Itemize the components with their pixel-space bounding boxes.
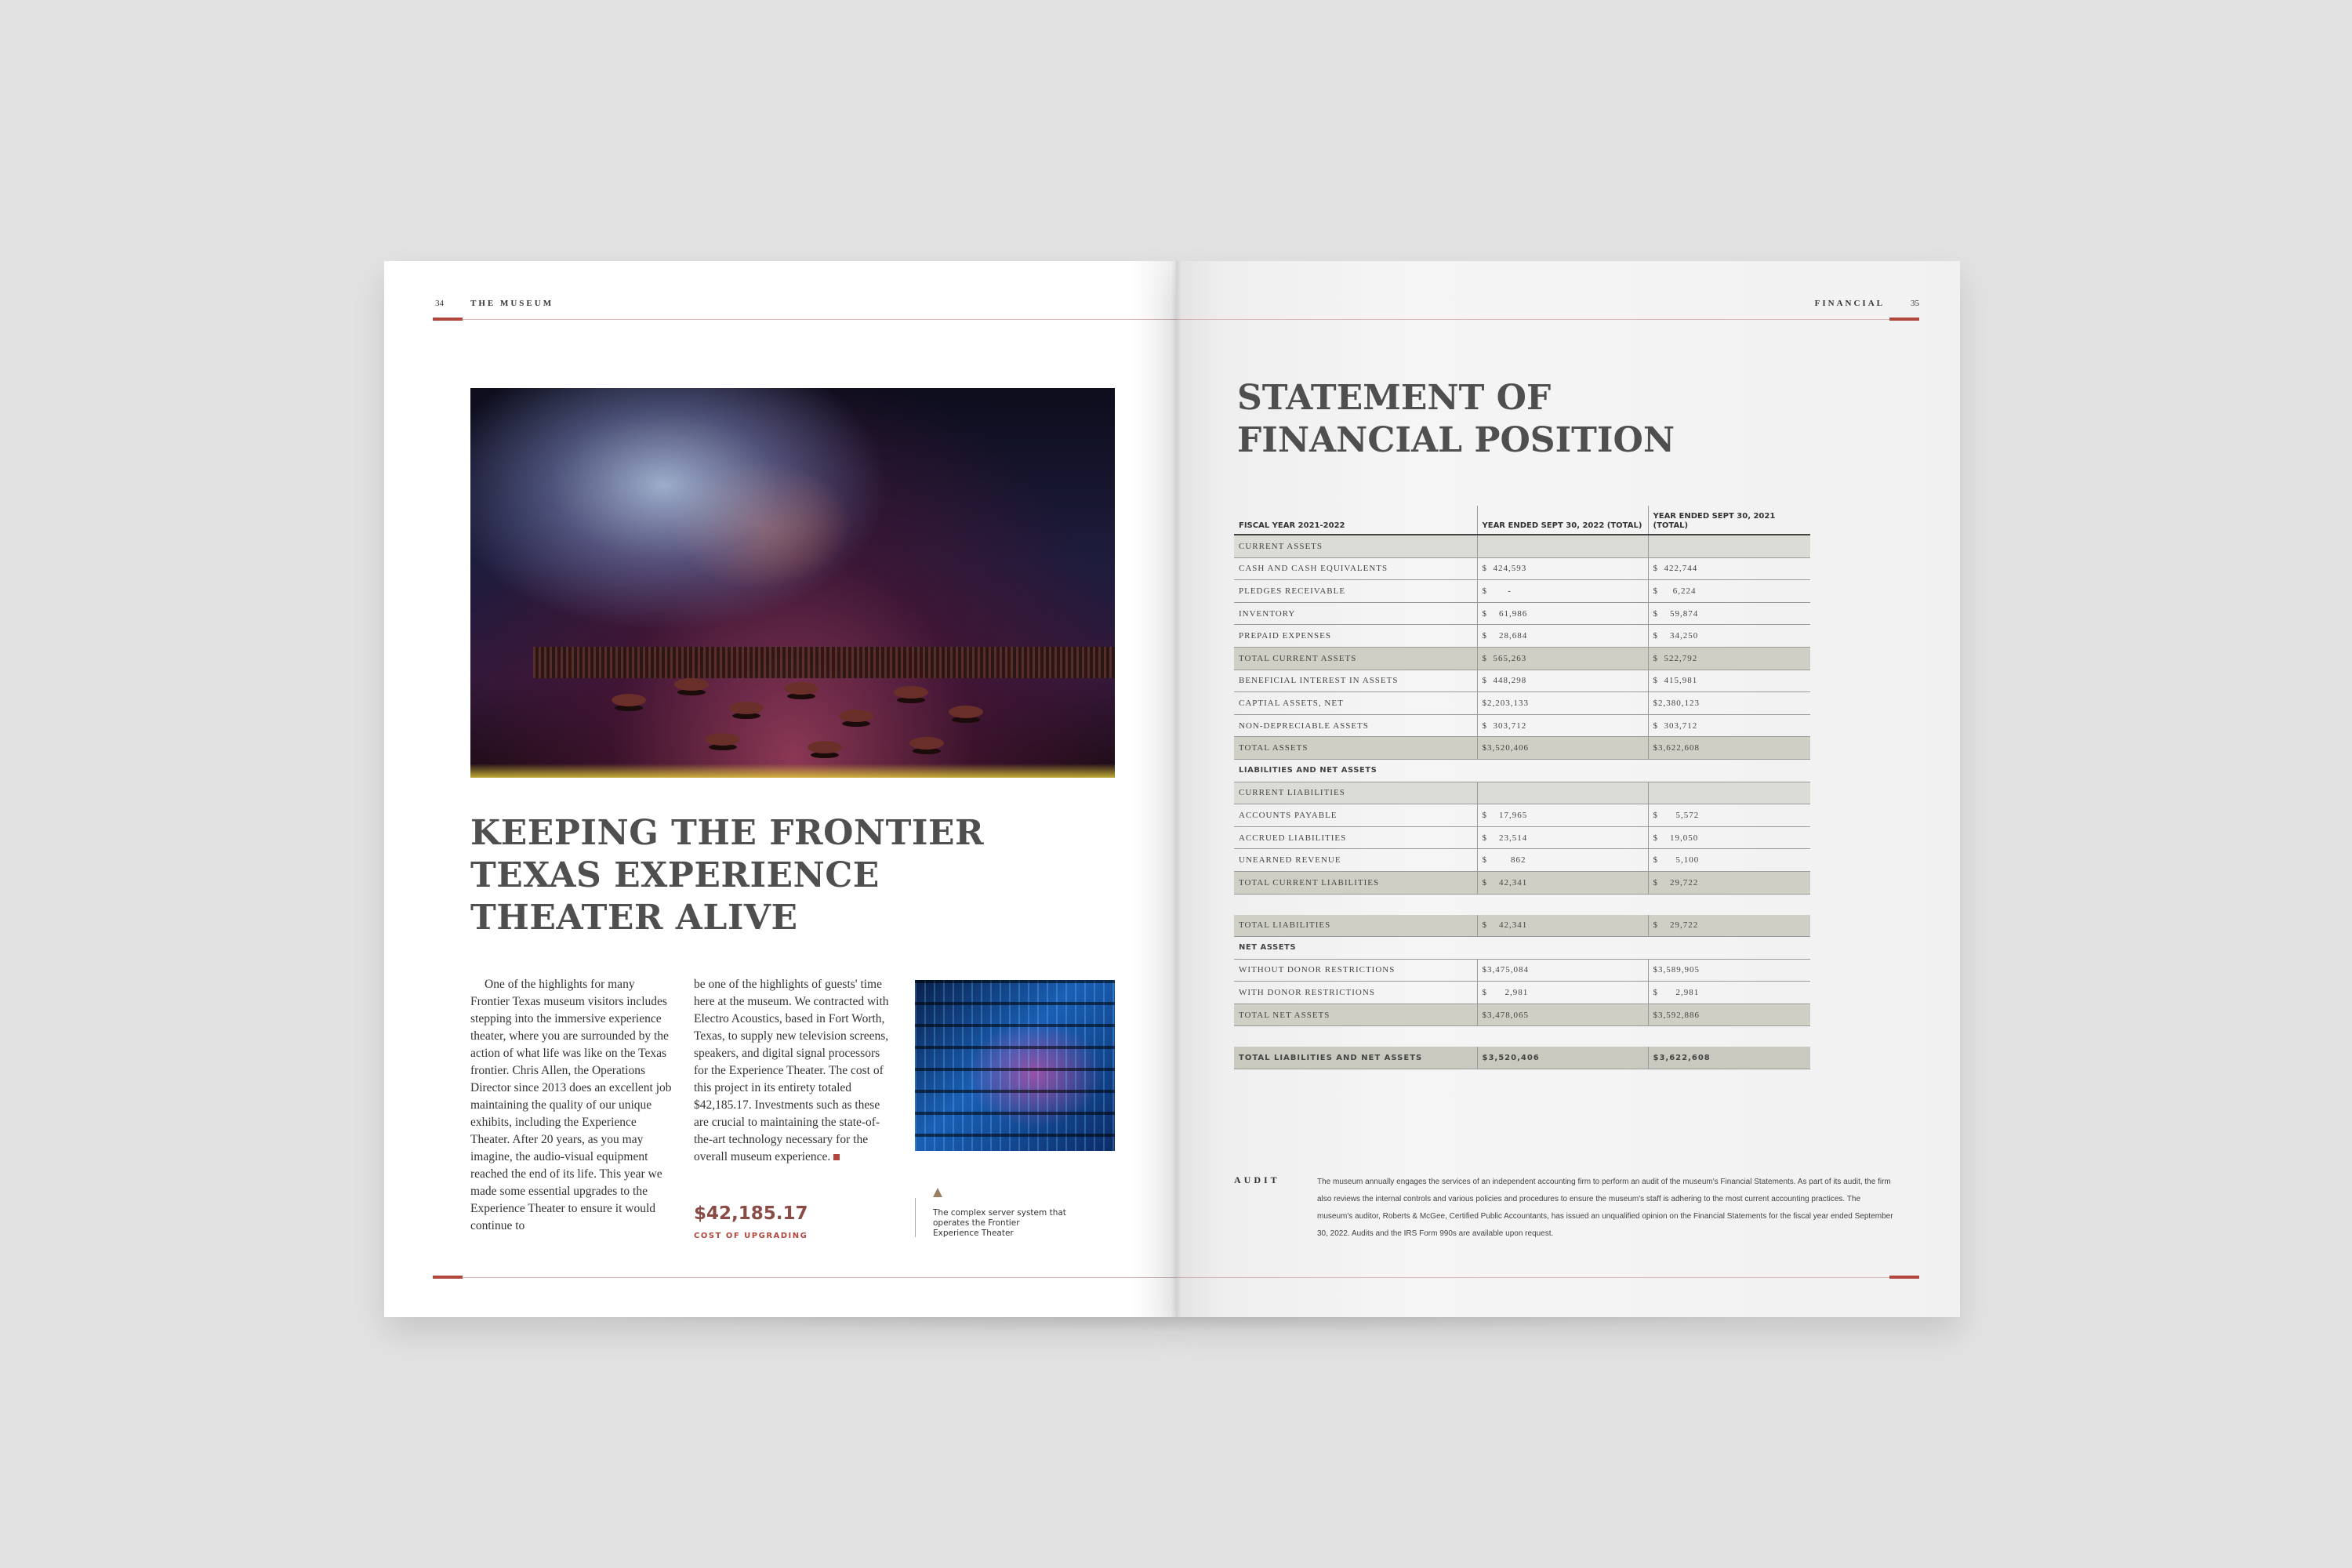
row-label: PREPAID EXPENSES: [1234, 625, 1477, 648]
table-row: [1234, 692, 1810, 715]
table-row: [1234, 894, 1810, 915]
audit-text: The museum annually engages the services of an independent accounting firm to perform an audit of the museum's Financial Statements. As part of its audit, the firm also reviews the internal controls and various policies and procedures to ensure the museum's staff is adhering to the most current accounting practices. The museum's auditor, Roberts & McGee, Certified Public Accountants, has issued an unqualified opinion on the Financial Statements for the fiscal year ended September 30, 2022. Audits and the IRS Form 990s are available upon request.: [1317, 1178, 1893, 1238]
row-label: [1234, 1026, 1477, 1047]
value-2021: $ 29,722: [1648, 871, 1810, 894]
value-2022: $ 862: [1477, 849, 1648, 872]
value-2022: $ -: [1477, 580, 1648, 603]
value-2021: [1648, 782, 1810, 804]
value-2022: $ 42,341: [1477, 871, 1648, 894]
value-2021: $3,622,608: [1648, 737, 1810, 760]
table-row: [1234, 937, 1810, 960]
table-row: [1234, 1026, 1810, 1047]
row-label: TOTAL ASSETS: [1234, 737, 1477, 760]
table-row: [1234, 625, 1810, 648]
value-2021: [1648, 535, 1810, 557]
header-rule: [433, 319, 1176, 320]
server-rack-photo: [915, 980, 1115, 1151]
table-row: [1234, 982, 1810, 1004]
value-2022: $ 42,341: [1477, 915, 1648, 937]
value-2022: [1477, 535, 1648, 557]
value-2022: $ 28,684: [1477, 625, 1648, 648]
footer-rule: [1176, 1277, 1919, 1278]
value-2021: $ 422,744: [1648, 557, 1810, 580]
row-label: WITHOUT DONOR RESTRICTIONS: [1234, 959, 1477, 982]
table-row: [1234, 782, 1810, 804]
value-2022: $3,478,065: [1477, 1004, 1648, 1026]
value-2021: $3,592,886: [1648, 1004, 1810, 1026]
col-header-2022: YEAR ENDED SEPT 30, 2022 (TOTAL): [1477, 506, 1648, 535]
value-2021: $ 522,792: [1648, 647, 1810, 670]
right-page: [1176, 261, 1960, 1317]
financial-position-table: [1234, 506, 1810, 1069]
table-row: [1234, 959, 1810, 982]
row-label: TOTAL CURRENT ASSETS: [1234, 647, 1477, 670]
value-2021: $ 6,224: [1648, 580, 1810, 603]
value-2021: $ 29,722: [1648, 915, 1810, 937]
table-header-row: [1234, 506, 1810, 535]
left-page-number: 34: [435, 299, 444, 308]
value-2022: $ 565,263: [1477, 647, 1648, 670]
row-label: UNEARNED REVENUE: [1234, 849, 1477, 872]
row-label: NET ASSETS: [1234, 937, 1477, 960]
photo-fence: [533, 647, 1115, 678]
row-label: TOTAL LIABILITIES: [1234, 915, 1477, 937]
table-row: [1234, 759, 1810, 782]
left-page: [384, 261, 1176, 1317]
value-2022: $ 2,981: [1477, 982, 1648, 1004]
experience-theater-photo: [470, 388, 1115, 778]
value-2022: $2,203,133: [1477, 692, 1648, 715]
row-label: WITH DONOR RESTRICTIONS: [1234, 982, 1477, 1004]
table-row: [1234, 557, 1810, 580]
value-2022: $ 61,986: [1477, 602, 1648, 625]
value-2022: $ 303,712: [1477, 714, 1648, 737]
value-2021: [1648, 759, 1810, 782]
row-label: CASH AND CASH EQUIVALENTS: [1234, 557, 1477, 580]
value-2021: $ 303,712: [1648, 714, 1810, 737]
cost-stat-label: COST OF UPGRADING: [694, 1232, 808, 1240]
value-2021: $3,622,608: [1648, 1047, 1810, 1069]
value-2022: [1477, 1026, 1648, 1047]
table-row: [1234, 826, 1810, 849]
table-row: [1234, 849, 1810, 872]
row-label: LIABILITIES AND NET ASSETS: [1234, 759, 1477, 782]
row-label: NON-DEPRECIABLE ASSETS: [1234, 714, 1477, 737]
caption-rule: [915, 1198, 916, 1237]
footer-accent: [1889, 1276, 1919, 1279]
value-2022: $3,520,406: [1477, 737, 1648, 760]
article-column-2: be one of the highlights of guests' time here at the museum. We contracted with Electro Acoustics, based in Fort Worth, Texas, to supply new television screens, speakers, and digital signal processors for the Experience Theater. The cost of this project in its entirety totaled $42,185.17. Investments such as these are crucial to maintaining the state-of-the-art technology necessary for the overall museum experience.: [694, 978, 889, 1163]
row-label: BENEFICIAL INTEREST IN ASSETS: [1234, 670, 1477, 692]
right-section-header: FINANCIAL: [1814, 299, 1885, 308]
right-page-number: 35: [1911, 299, 1919, 308]
value-2022: $3,520,406: [1477, 1047, 1648, 1069]
header-rule: [1176, 319, 1919, 320]
row-label: ACCOUNTS PAYABLE: [1234, 804, 1477, 827]
footer-accent: [433, 1276, 463, 1279]
row-label: TOTAL CURRENT LIABILITIES: [1234, 871, 1477, 894]
value-2022: $3,475,084: [1477, 959, 1648, 982]
table-row: [1234, 647, 1810, 670]
end-mark-icon: [833, 1154, 840, 1160]
value-2021: $ 2,981: [1648, 982, 1810, 1004]
value-2022: [1477, 937, 1648, 960]
value-2021: [1648, 894, 1810, 915]
value-2021: [1648, 1026, 1810, 1047]
col-header-2021: YEAR ENDED SEPT 30, 2021 (TOTAL): [1648, 506, 1810, 535]
table-row: [1234, 804, 1810, 827]
value-2021: $3,589,905: [1648, 959, 1810, 982]
table-row: [1234, 737, 1810, 760]
row-label: CURRENT ASSETS: [1234, 535, 1477, 557]
value-2021: $ 5,100: [1648, 849, 1810, 872]
left-section-header: THE MUSEUM: [470, 299, 554, 308]
row-label: PLEDGES RECEIVABLE: [1234, 580, 1477, 603]
value-2022: $ 448,298: [1477, 670, 1648, 692]
photo-caption: The complex server system that operates the Frontier Experience Theater: [933, 1208, 1066, 1238]
value-2021: $2,380,123: [1648, 692, 1810, 715]
value-2022: $ 424,593: [1477, 557, 1648, 580]
header-accent: [1889, 318, 1919, 321]
row-label: CAPTIAL ASSETS, NET: [1234, 692, 1477, 715]
value-2021: $ 415,981: [1648, 670, 1810, 692]
row-label: INVENTORY: [1234, 602, 1477, 625]
row-label: ACCRUED LIABILITIES: [1234, 826, 1477, 849]
value-2022: [1477, 759, 1648, 782]
value-2022: [1477, 894, 1648, 915]
header-accent: [433, 318, 463, 321]
row-label: [1234, 894, 1477, 915]
table-row: [1234, 670, 1810, 692]
value-2021: $ 34,250: [1648, 625, 1810, 648]
row-label: CURRENT LIABILITIES: [1234, 782, 1477, 804]
value-2021: $ 59,874: [1648, 602, 1810, 625]
table-row: [1234, 1004, 1810, 1026]
cost-stat-value: $42,185.17: [694, 1203, 808, 1224]
audit-heading: AUDIT: [1234, 1174, 1280, 1185]
footer-rule: [433, 1277, 1176, 1278]
value-2021: [1648, 937, 1810, 960]
row-label: TOTAL LIABILITIES AND NET ASSETS: [1234, 1047, 1477, 1069]
row-label: TOTAL NET ASSETS: [1234, 1004, 1477, 1026]
table-row: [1234, 602, 1810, 625]
article-headline: KEEPING THE FRONTIER TEXAS EXPERIENCE THEATER ALIVE: [470, 813, 985, 938]
table-row: [1234, 1047, 1810, 1069]
table-row: [1234, 580, 1810, 603]
table-row: [1234, 714, 1810, 737]
value-2022: $ 17,965: [1477, 804, 1648, 827]
value-2022: $ 23,514: [1477, 826, 1648, 849]
table-row: [1234, 915, 1810, 937]
value-2021: $ 19,050: [1648, 826, 1810, 849]
table-row: [1234, 871, 1810, 894]
statement-title: STATEMENT OF FINANCIAL POSITION: [1237, 378, 1675, 460]
value-2022: [1477, 782, 1648, 804]
article-column-1: One of the highlights for many Frontier Texas museum visitors includes stepping into the immersive experience theater, where you are surrounded by the action of what life was like on the Texas frontier. Chris Allen, the Operations Director since 2013 does an excellent job maintaining the quality of our unique exhibits, including the Experience Theater. After 20 years, as you may imagine, the audio-visual equipment reached the end of its life. This year we made some essential upgrades to the Experience Theater to ensure it would continue to: [470, 978, 672, 1232]
tree-icon: [933, 1188, 942, 1197]
table-row: [1234, 535, 1810, 557]
value-2021: $ 5,572: [1648, 804, 1810, 827]
col-header-fiscal-year: FISCAL YEAR 2021-2022: [1234, 506, 1477, 535]
